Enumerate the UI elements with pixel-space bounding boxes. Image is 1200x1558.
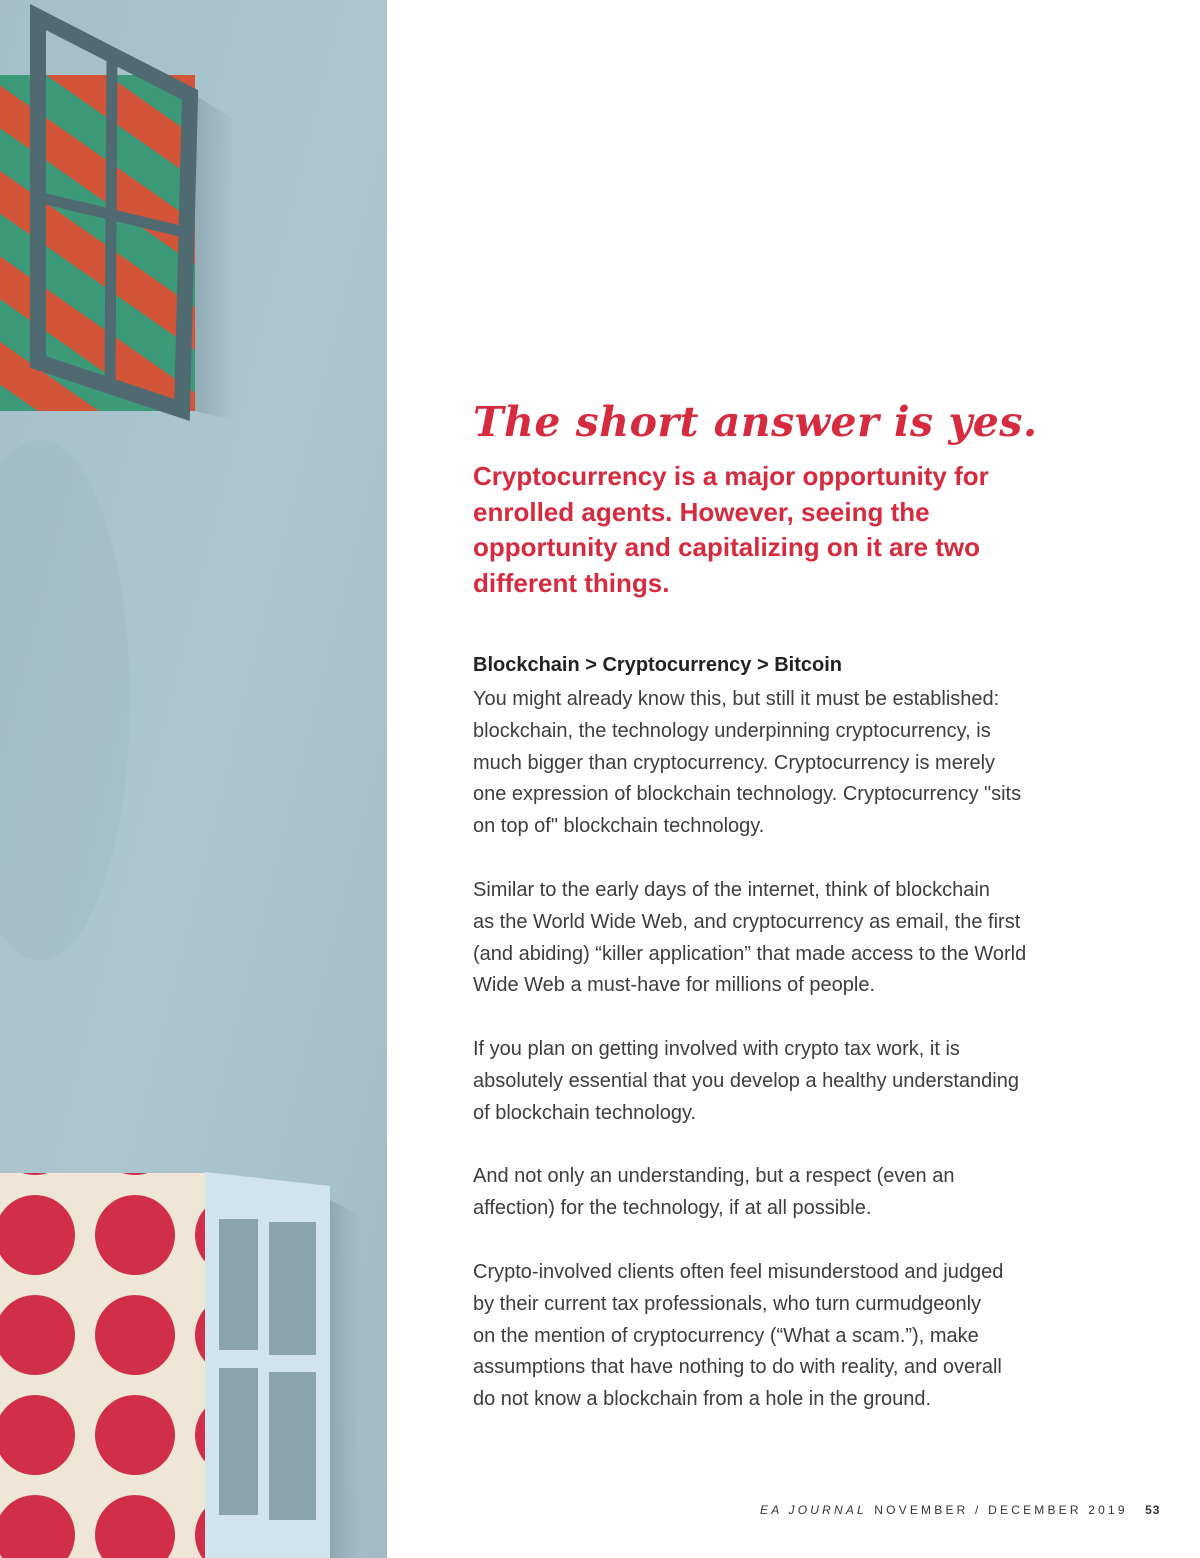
- page-number: 53: [1145, 1503, 1161, 1517]
- article-headline: The short answer is yes.: [473, 398, 1038, 446]
- body-paragraph: Similar to the early days of the internet, think of blockchain as the World Wide Web, and cryptocurrency as email, the first (and abiding) “killer application” that made access to the World Wide Web a must-have for millions of people.: [473, 879, 1027, 997]
- body-paragraph: If you plan on getting involved with crypto tax work, it is absolutely essential that you develop a healthy understanding of blockchain technology.: [473, 1038, 1019, 1124]
- body-paragraph: Crypto-involved clients often feel misunderstood and judged by their current tax professionals, who turn curmudgeonly on the mention of cryptocurrency (“What a scam.”), make assumptions that have nothing to do with reality, and overall do not know a blockchain from a hole in the ground.: [473, 1261, 1004, 1411]
- bottom-window: [0, 1172, 360, 1558]
- cover-illustration: [0, 0, 387, 1558]
- article-deck: Cryptocurrency is a major opportunity for enrolled agents. However, seeing the opportunity and capitalizing on it are two different things.: [473, 461, 989, 598]
- section-heading: Blockchain > Cryptocurrency > Bitcoin: [473, 654, 842, 676]
- body-paragraph: You might already know this, but still it must be established: blockchain, the technology underpinning cryptocurrency, is much bigger than cryptocurrency. Cryptocurrency is merely one expression of blockchain technology. Cryptocurrency "sits on top of" blockchain technology.: [473, 688, 1022, 838]
- journal-name: EA JOURNAL: [760, 1503, 867, 1517]
- issue-date: NOVEMBER / DECEMBER 2019: [874, 1503, 1128, 1517]
- body-paragraph: And not only an understanding, but a respect (even an affection) for the technology, if at all possible.: [473, 1165, 955, 1219]
- page-footer: [760, 1503, 1160, 1517]
